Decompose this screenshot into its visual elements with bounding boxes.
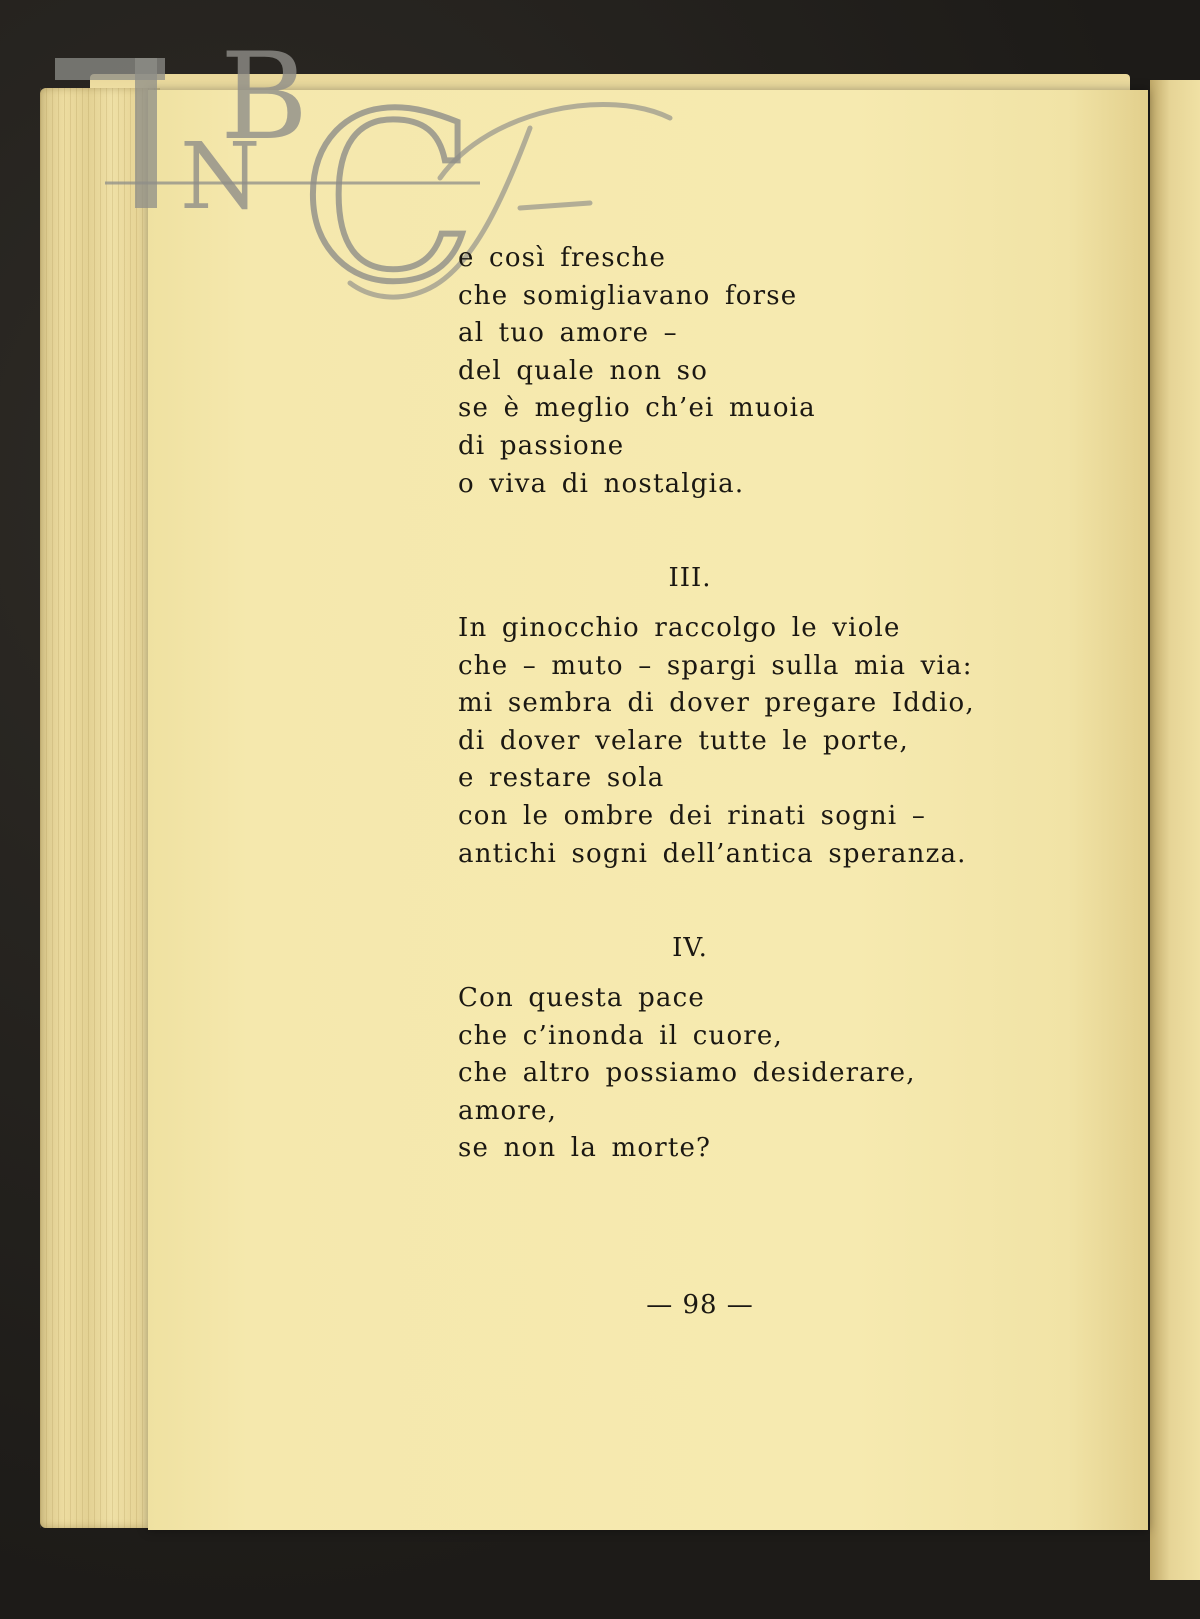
poem-line: se non la morte? — [458, 1133, 712, 1164]
page-stack-edges — [40, 88, 160, 1528]
poem-line: e così fresche — [458, 243, 667, 273]
poem-line: antichi sogni dell’antica speranza. — [458, 838, 967, 869]
poem-line: se è meglio ch’ei muoia — [458, 393, 816, 424]
poem-line: che c’inonda il cuore, — [458, 1020, 783, 1051]
poem-line: mi sembra di dover pregare Iddio, — [458, 688, 975, 719]
poem-line: Con questa pace — [458, 983, 705, 1013]
poem-line: del quale non so — [458, 355, 709, 386]
poem-stanza-2 — [458, 610, 975, 873]
poem-line: In ginocchio raccolgo le viole — [458, 613, 901, 643]
poem-line: e restare sola — [458, 763, 665, 794]
section-heading-iv: IV. — [672, 933, 708, 963]
poem-line: o viva di nostalgia. — [458, 468, 745, 499]
page-number: — 98 — — [646, 1290, 754, 1320]
poem-line: con le ombre dei rinati sogni – — [458, 800, 927, 831]
section-heading-iii: III. — [668, 563, 712, 593]
poem-line: al tuo amore – — [458, 318, 678, 349]
poem-line: di dover velare tutte le porte, — [458, 725, 909, 756]
poem-line: di passione — [458, 430, 625, 461]
poem-line: che somigliavano forse — [458, 280, 798, 311]
poem-line: che – muto – spargi sulla mia via: — [458, 650, 973, 681]
svg-text:C: C — [300, 66, 476, 328]
svg-text:N: N — [180, 123, 261, 230]
poem-stanza-3 — [458, 980, 916, 1168]
poem-stanza-1 — [458, 240, 816, 503]
poem-line: che altro possiamo desiderare, — [458, 1058, 916, 1089]
svg-text:B: B — [220, 28, 309, 167]
poem-line: amore, — [458, 1095, 558, 1126]
facing-page-edge — [1150, 80, 1200, 1580]
